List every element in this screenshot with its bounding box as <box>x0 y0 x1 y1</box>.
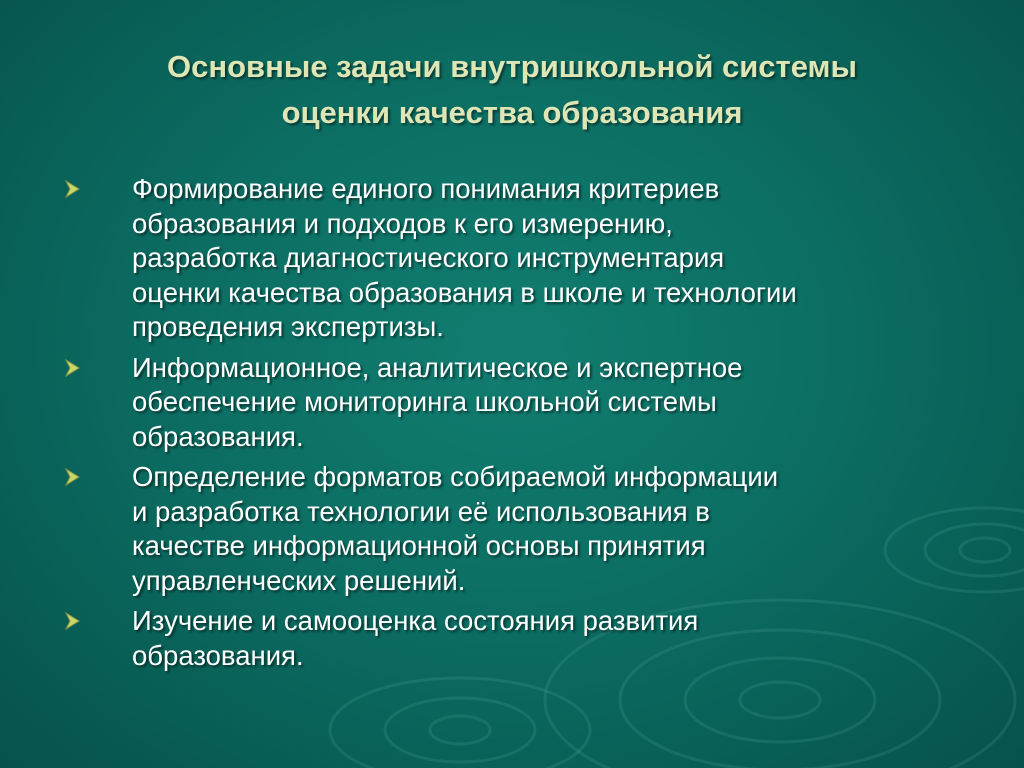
list-item-line: Информационное, аналитическое и экспертное <box>132 351 743 383</box>
list-item-text <box>132 351 982 455</box>
list-item-line: и разработка технологии её использования в <box>132 495 710 527</box>
list-item-line: обеспечение мониторинга школьной системы <box>132 386 717 417</box>
list-item-line: Формирование единого понимания критериев <box>132 173 720 204</box>
slide-title <box>40 44 984 136</box>
list-item-line: Определение форматов собираемой информации <box>132 461 779 492</box>
chevron-right-icon <box>62 610 84 632</box>
list-item-text <box>132 172 982 345</box>
list-item <box>62 351 982 455</box>
list-item-line: управленческих решений. <box>132 564 466 596</box>
list-item <box>62 460 982 598</box>
slide-title-line-2: оценки качества образования <box>281 95 743 130</box>
list-item-line: образования и подходов к его измерению, <box>132 207 673 239</box>
chevron-right-icon <box>62 357 84 379</box>
chevron-right-icon <box>62 178 84 200</box>
task-list <box>62 172 982 679</box>
list-item-line: разработка диагностического инструментария <box>132 242 725 273</box>
slide-title-line-1: Основные задачи внутришкольной системы <box>167 49 857 84</box>
list-item-line: проведения экспертизы. <box>132 311 444 342</box>
list-item <box>62 172 982 345</box>
list-item-text <box>132 460 982 598</box>
chevron-right-icon <box>62 466 84 488</box>
list-item-line: оценки качества образования в школе и технологии <box>132 276 797 308</box>
list-item-line: Изучение и самооценка состояния развития <box>132 605 699 636</box>
list-item-line: качестве информационной основы принятия <box>132 530 706 561</box>
list-item <box>62 604 982 673</box>
list-item-text <box>132 604 982 673</box>
list-item-line: образования. <box>132 639 304 671</box>
list-item-line: образования. <box>132 420 304 452</box>
